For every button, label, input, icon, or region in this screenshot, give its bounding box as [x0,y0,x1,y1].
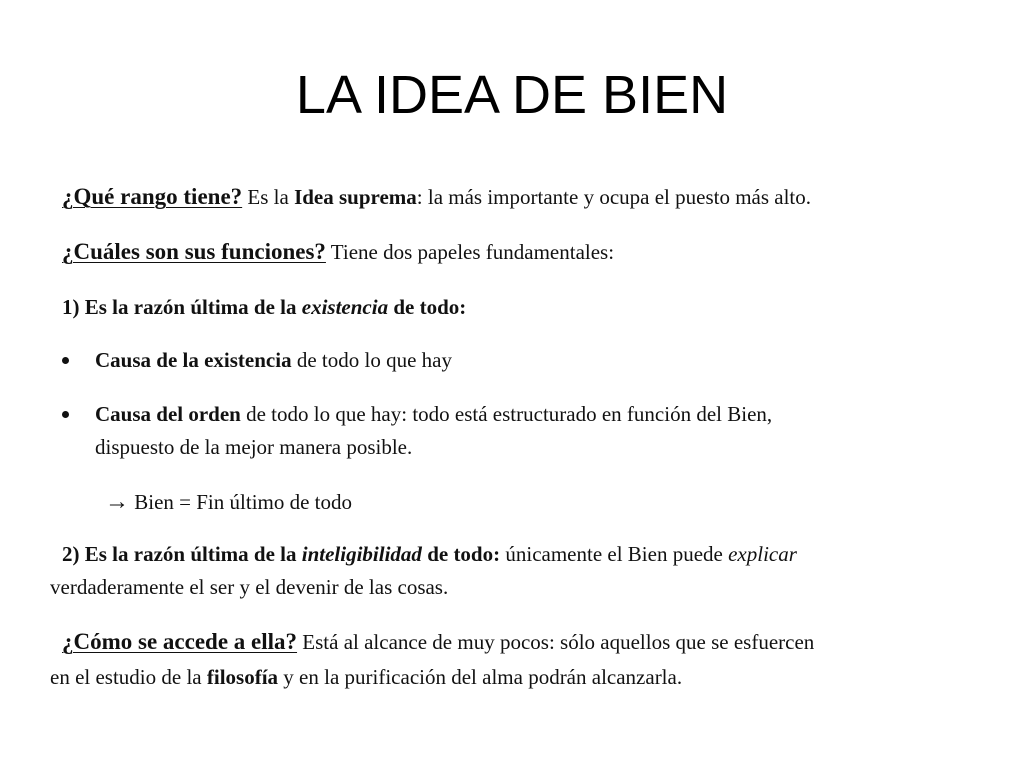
paragraph-existence [62,290,466,324]
paragraph-rank [62,180,811,214]
bullet-dot [62,411,69,418]
existence-italic: existencia [301,295,389,319]
bullet-dot [62,357,69,364]
question-rank: ¿Qué rango tiene? [62,184,243,209]
bullet-item-existence [95,343,452,377]
rank-text-a: Es la [242,185,295,209]
paragraph-access [62,625,814,659]
paragraph-access-line2 [50,660,682,694]
arrow-line-text: Bien = Fin último de todo [129,490,353,514]
existence-bold-a: 1) Es la razón última de la [62,295,302,319]
bullet-1-bold: Causa de la existencia [95,348,292,372]
intel-text-a: únicamente el Bien puede [500,542,729,566]
access-line2-b: y en la purificación del alma podrán alcanzarla. [278,665,683,689]
question-access: ¿Cómo se accede a ella? [62,629,298,654]
question-functions: ¿Cuáles son sus funciones? [62,239,326,264]
paragraph-intelligibility [62,537,797,571]
intel-italic-bold: inteligibilidad [301,542,422,566]
rank-text-b: : la más importante y ocupa el puesto más alto. [416,185,812,209]
paragraph-functions [62,235,614,269]
access-text-a: Está al alcance de muy pocos: sólo aquellos que se esfuercen [297,630,815,654]
bullet-2-text-line2: dispuesto de la mejor manera posible. [95,435,413,459]
bullet-2-text: de todo lo que hay: todo está estructurado en función del Bien, [240,402,773,426]
bullet-2-bold: Causa del orden [95,402,241,426]
intel-bold-b: de todo: [421,542,501,566]
intel-italic: explicar [728,542,797,566]
intel-bold-a: 2) Es la razón última de la [62,542,302,566]
right-arrow-icon: → [105,489,129,515]
paragraph-intelligibility-line2 [50,570,448,604]
bullet-1-text: de todo lo que hay [291,348,452,372]
bullet-item-order [95,397,772,431]
access-bold: filosofía [206,665,279,689]
slide-title: LA IDEA DE BIEN [295,65,729,125]
rank-bold: Idea suprema [294,185,417,209]
arrow-line [105,485,352,519]
existence-bold-b: de todo: [388,295,467,319]
functions-text: Tiene dos papeles fundamentales: [325,240,615,264]
access-line2-a: en el estudio de la [50,665,207,689]
intel-line2: verdaderamente el ser y el devenir de las cosas. [50,575,449,599]
bullet-item-order-line2 [95,430,412,464]
